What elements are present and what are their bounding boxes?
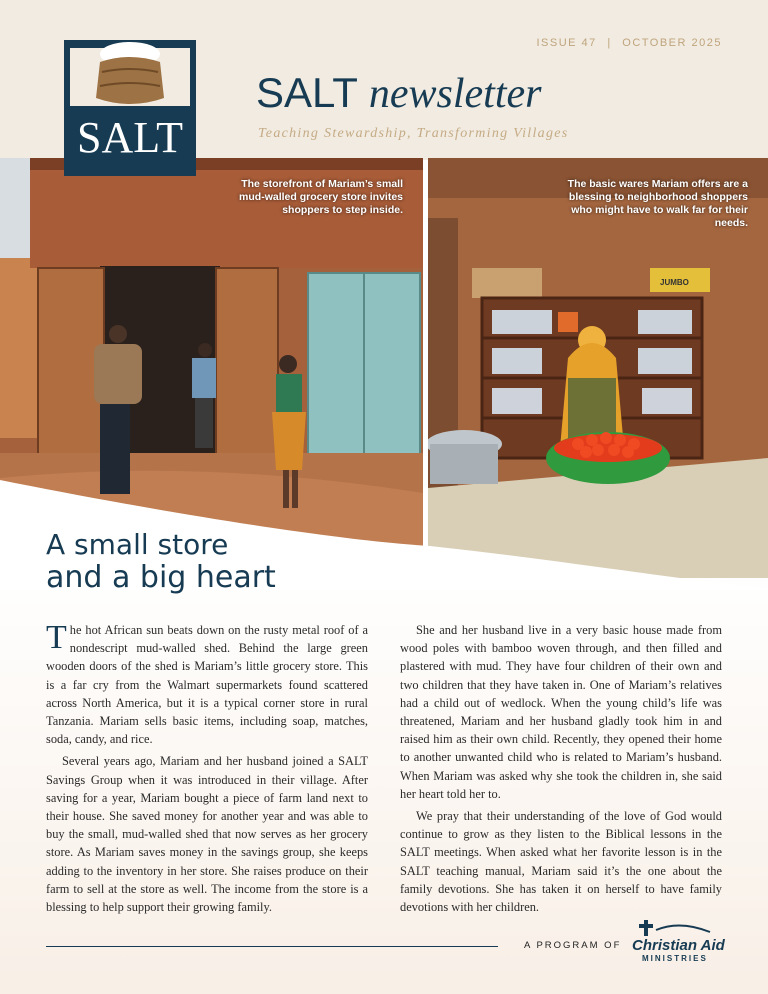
footer-divider xyxy=(46,946,498,947)
drop-cap: T xyxy=(46,619,67,656)
article-column-2 xyxy=(400,621,722,920)
article-column-1 xyxy=(46,621,368,920)
paragraph: Several years ago, Mariam and her husband joined a SALT Savings Group when it was introduced in their village. After saving for a year, Mariam bought a piece of farm land next to their house. She saved money for another year and was able to buy the small, mud-walled shed that now serves as her grocery store. As Mariam saves money in the savings group, she keeps adding to the inventory in her store. She raises produce on their farm to sell at the store as well. The income from the store is a blessing to help support their growing family. xyxy=(46,754,368,915)
issue-date: OCTOBER 2025 xyxy=(622,37,722,49)
org-subname: MINISTRIES xyxy=(642,954,708,963)
logo-wordmark: SALT xyxy=(77,113,183,162)
program-label: A PROGRAM OF xyxy=(524,940,622,951)
jumbo-label: JUMBO xyxy=(660,278,689,287)
paragraph: The hot African sun beats down on the rusty metal roof of a nondescript mud-walled shed. Behind the large green wooden doors of the shed is Mariam’s little grocery store. This is a far cry from the Walmart supermarkets found scattered across North America, but it is a typical corner store in rural Tanzania. Mariam sells basic items, including soap, matches, soda, candy, and rice. xyxy=(46,619,368,747)
interior-caption: The basic wares Mariam offers are a blessing to neighborhood shoppers who might have to walk far for their needs. xyxy=(567,178,748,229)
newsletter-title: SALT newsletter xyxy=(256,69,542,117)
article-headline: A small store and a big heart xyxy=(46,528,276,595)
org-name: Christian Aid xyxy=(632,937,725,954)
christian-aid-logo xyxy=(630,918,726,964)
issue-info: ISSUE 47 | OCTOBER 2025 xyxy=(536,37,722,49)
storefront-caption: The storefront of Mariam’s small mud-walled grocery store invites shoppers to step inside. xyxy=(239,178,403,216)
issue-number: ISSUE 47 xyxy=(536,37,597,49)
salt-logo xyxy=(56,28,204,176)
tagline: Teaching Stewardship, Transforming Villages xyxy=(258,126,569,141)
paragraph: We pray that their understanding of the love of God would continue to grow as they listen to the Biblical lessons in the SALT meetings. When asked what her favorite lesson is in the SALT teaching manual, Mariam said it’s the one about the family devotions. She has taken it on herself to have family devotions with her children. xyxy=(400,809,722,915)
paragraph: She and her husband live in a very basic house made from wood poles with bamboo woven through, and then filled and plastered with mud. They have four children of their own and two children that they have taken in. One of Mariam’s relatives had a child out of wedlock. When the young child’s life was threatened, Mariam and her husband gladly took him in and raised him as their own child. Recently, they opened their home to another unwanted child who is related to Mariam’s husband. When Mariam was asked why she took the children in, she said her heart told her to. xyxy=(400,623,722,801)
